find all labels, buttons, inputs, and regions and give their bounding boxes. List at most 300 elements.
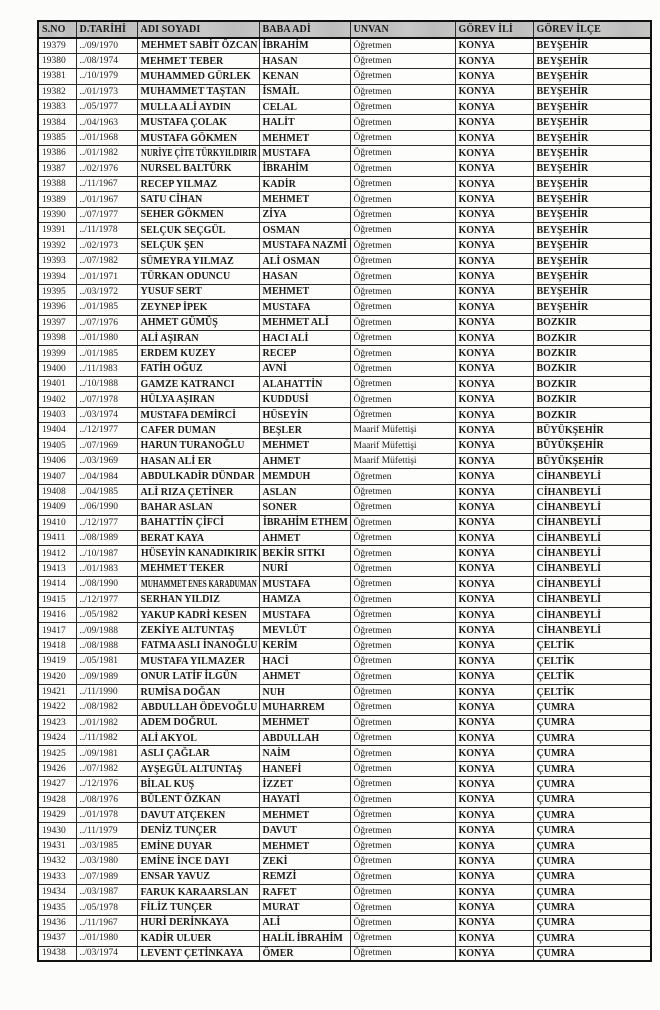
- cell-name: ZEYNEP İPEK: [137, 300, 259, 315]
- cell-sno: 19423: [38, 715, 76, 730]
- cell-duty-province: KONYA: [455, 731, 533, 746]
- cell-title: Öğretmen: [350, 192, 455, 207]
- cell-birthdate: ../01/1980: [76, 931, 137, 946]
- cell-sno: 19413: [38, 561, 76, 576]
- cell-sno: 19435: [38, 900, 76, 915]
- cell-title: Öğretmen: [350, 931, 455, 946]
- table-row: [38, 669, 651, 684]
- cell-sno: 19397: [38, 315, 76, 330]
- header-name: ADI SOYADI: [137, 21, 259, 38]
- cell-duty-province: KONYA: [455, 746, 533, 761]
- table-header: [38, 21, 651, 38]
- cell-birthdate: ../01/1982: [76, 715, 137, 730]
- cell-sno: 19422: [38, 700, 76, 715]
- cell-duty-province: KONYA: [455, 423, 533, 438]
- cell-duty-district: BOZKIR: [533, 392, 651, 407]
- cell-father-name: MUSTAFA NAZMİ: [259, 238, 350, 253]
- cell-sno: 19432: [38, 854, 76, 869]
- cell-title: Öğretmen: [350, 838, 455, 853]
- cell-title: Öğretmen: [350, 577, 455, 592]
- cell-birthdate: ../09/1988: [76, 623, 137, 638]
- cell-sno: 19388: [38, 177, 76, 192]
- cell-father-name: KUDDUSİ: [259, 392, 350, 407]
- cell-title: Öğretmen: [350, 84, 455, 99]
- cell-sno: 19424: [38, 731, 76, 746]
- cell-duty-province: KONYA: [455, 792, 533, 807]
- cell-title: Öğretmen: [350, 715, 455, 730]
- cell-father-name: CELAL: [259, 100, 350, 115]
- cell-birthdate: ../02/1973: [76, 238, 137, 253]
- cell-birthdate: ../01/1971: [76, 269, 137, 284]
- cell-birthdate: ../10/1979: [76, 69, 137, 84]
- cell-father-name: KERİM: [259, 638, 350, 653]
- cell-name: MUHAMMET ENES KARADUMAN: [137, 577, 259, 592]
- cell-birthdate: ../11/1983: [76, 361, 137, 376]
- cell-name: MEHMET TEKER: [137, 561, 259, 576]
- cell-father-name: ÖMER: [259, 946, 350, 961]
- cell-duty-province: KONYA: [455, 838, 533, 853]
- table-row: [38, 838, 651, 853]
- cell-duty-province: KONYA: [455, 192, 533, 207]
- cell-father-name: BEŞLER: [259, 423, 350, 438]
- cell-duty-province: KONYA: [455, 269, 533, 284]
- table-row: [38, 407, 651, 422]
- cell-duty-district: CİHANBEYLİ: [533, 469, 651, 484]
- cell-duty-province: KONYA: [455, 484, 533, 499]
- cell-father-name: HÜSEYİN: [259, 407, 350, 422]
- cell-birthdate: ../01/1985: [76, 300, 137, 315]
- cell-title: Öğretmen: [350, 100, 455, 115]
- cell-duty-province: KONYA: [455, 823, 533, 838]
- cell-father-name: RECEP: [259, 346, 350, 361]
- cell-birthdate: ../04/1984: [76, 469, 137, 484]
- cell-father-name: HAMZA: [259, 592, 350, 607]
- cell-name: HURİ DERİNKAYA: [137, 915, 259, 930]
- cell-title: Maarif Müfettişi: [350, 454, 455, 469]
- cell-birthdate: ../01/1973: [76, 84, 137, 99]
- cell-title: Öğretmen: [350, 777, 455, 792]
- cell-duty-district: CİHANBEYLİ: [533, 515, 651, 530]
- cell-duty-province: KONYA: [455, 669, 533, 684]
- cell-sno: 19402: [38, 392, 76, 407]
- cell-duty-province: KONYA: [455, 684, 533, 699]
- cell-title: Öğretmen: [350, 731, 455, 746]
- table-row: [38, 192, 651, 207]
- cell-birthdate: ../09/1989: [76, 669, 137, 684]
- table-row: [38, 130, 651, 145]
- cell-title: Öğretmen: [350, 654, 455, 669]
- cell-sno: 19431: [38, 838, 76, 853]
- cell-title: Öğretmen: [350, 115, 455, 130]
- cell-father-name: MUSTAFA: [259, 577, 350, 592]
- cell-duty-province: KONYA: [455, 808, 533, 823]
- cell-birthdate: ../11/1978: [76, 223, 137, 238]
- cell-duty-province: KONYA: [455, 607, 533, 622]
- cell-duty-district: BOZKIR: [533, 315, 651, 330]
- cell-name: MEHMET SABİT ÖZCAN: [137, 38, 259, 53]
- cell-duty-province: KONYA: [455, 515, 533, 530]
- cell-duty-province: KONYA: [455, 946, 533, 961]
- table-row: [38, 177, 651, 192]
- cell-name: SERHAN YILDIZ: [137, 592, 259, 607]
- cell-duty-district: BEYŞEHİR: [533, 177, 651, 192]
- cell-name: GAMZE KATRANCI: [137, 377, 259, 392]
- cell-name: RECEP YILMAZ: [137, 177, 259, 192]
- cell-duty-district: BEYŞEHİR: [533, 130, 651, 145]
- cell-name: ALİ RIZA ÇETİNER: [137, 484, 259, 499]
- header-row: [38, 21, 651, 38]
- cell-duty-province: KONYA: [455, 284, 533, 299]
- table-row: [38, 700, 651, 715]
- cell-father-name: HACİ: [259, 654, 350, 669]
- cell-duty-province: KONYA: [455, 330, 533, 345]
- cell-name: NURSEL BALTÜRK: [137, 161, 259, 176]
- cell-father-name: HANEFİ: [259, 761, 350, 776]
- cell-father-name: MUHARREM: [259, 700, 350, 715]
- cell-duty-district: ÇUMRA: [533, 777, 651, 792]
- cell-birthdate: ../07/1982: [76, 761, 137, 776]
- table-row: [38, 638, 651, 653]
- cell-father-name: İBRAHİM ETHEM: [259, 515, 350, 530]
- cell-duty-province: KONYA: [455, 592, 533, 607]
- cell-sno: 19438: [38, 946, 76, 961]
- cell-duty-province: KONYA: [455, 69, 533, 84]
- cell-title: Öğretmen: [350, 500, 455, 515]
- cell-sno: 19420: [38, 669, 76, 684]
- cell-duty-province: KONYA: [455, 146, 533, 161]
- table-row: [38, 146, 651, 161]
- cell-sno: 19417: [38, 623, 76, 638]
- cell-name: HÜLYA AŞIRAN: [137, 392, 259, 407]
- cell-birthdate: ../01/1967: [76, 192, 137, 207]
- cell-birthdate: ../03/1969: [76, 454, 137, 469]
- cell-duty-district: ÇUMRA: [533, 823, 651, 838]
- cell-father-name: HALİT: [259, 115, 350, 130]
- cell-duty-district: CİHANBEYLİ: [533, 484, 651, 499]
- cell-father-name: AHMET: [259, 669, 350, 684]
- cell-name: KADİR ULUER: [137, 931, 259, 946]
- cell-title: Öğretmen: [350, 315, 455, 330]
- header-birthdate: D.TARİHİ: [76, 21, 137, 38]
- cell-sno: 19412: [38, 546, 76, 561]
- table-row: [38, 761, 651, 776]
- cell-duty-province: KONYA: [455, 700, 533, 715]
- cell-name: ONUR LATİF İLGÜN: [137, 669, 259, 684]
- cell-sno: 19436: [38, 915, 76, 930]
- cell-name: BAHAR ASLAN: [137, 500, 259, 515]
- cell-name: ASLI ÇAĞLAR: [137, 746, 259, 761]
- cell-father-name: MEHMET: [259, 808, 350, 823]
- cell-sno: 19434: [38, 884, 76, 899]
- cell-title: Öğretmen: [350, 946, 455, 961]
- table-row: [38, 269, 651, 284]
- cell-father-name: İSMAİL: [259, 84, 350, 99]
- cell-duty-district: BEYŞEHİR: [533, 100, 651, 115]
- cell-duty-district: ÇUMRA: [533, 900, 651, 915]
- cell-duty-district: BEYŞEHİR: [533, 238, 651, 253]
- cell-name: MUSTAFA ÇOLAK: [137, 115, 259, 130]
- cell-father-name: DAVUT: [259, 823, 350, 838]
- cell-duty-province: KONYA: [455, 223, 533, 238]
- table-row: [38, 484, 651, 499]
- cell-sno: 19384: [38, 115, 76, 130]
- cell-name: FİLİZ TUNÇER: [137, 900, 259, 915]
- cell-father-name: MEHMET ALİ: [259, 315, 350, 330]
- cell-title: Öğretmen: [350, 284, 455, 299]
- cell-father-name: İBRAHİM: [259, 161, 350, 176]
- cell-father-name: MEHMET: [259, 130, 350, 145]
- cell-duty-province: KONYA: [455, 346, 533, 361]
- cell-name: CAFER DUMAN: [137, 423, 259, 438]
- cell-birthdate: ../08/1976: [76, 792, 137, 807]
- cell-duty-district: BEYŞEHİR: [533, 253, 651, 268]
- cell-duty-province: KONYA: [455, 84, 533, 99]
- cell-name: AYŞEGÜL ALTUNTAŞ: [137, 761, 259, 776]
- cell-duty-province: KONYA: [455, 869, 533, 884]
- table-row: [38, 823, 651, 838]
- cell-title: Öğretmen: [350, 130, 455, 145]
- cell-title: Öğretmen: [350, 407, 455, 422]
- cell-name: MUSTAFA YILMAZER: [137, 654, 259, 669]
- cell-duty-province: KONYA: [455, 315, 533, 330]
- cell-duty-district: BEYŞEHİR: [533, 269, 651, 284]
- cell-birthdate: ../01/1968: [76, 130, 137, 145]
- cell-birthdate: ../12/1976: [76, 777, 137, 792]
- cell-father-name: NUH: [259, 684, 350, 699]
- cell-duty-district: BEYŞEHİR: [533, 284, 651, 299]
- cell-sno: 19390: [38, 207, 76, 222]
- cell-name: YUSUF SERT: [137, 284, 259, 299]
- table-row: [38, 808, 651, 823]
- cell-title: Öğretmen: [350, 623, 455, 638]
- cell-sno: 19411: [38, 531, 76, 546]
- cell-duty-district: BEYŞEHİR: [533, 192, 651, 207]
- cell-name: EMİNE İNCE DAYI: [137, 854, 259, 869]
- cell-sno: 19428: [38, 792, 76, 807]
- cell-duty-province: KONYA: [455, 500, 533, 515]
- table-row: [38, 377, 651, 392]
- cell-duty-district: CİHANBEYLİ: [533, 623, 651, 638]
- cell-duty-district: BEYŞEHİR: [533, 69, 651, 84]
- cell-duty-province: KONYA: [455, 207, 533, 222]
- cell-duty-district: BEYŞEHİR: [533, 223, 651, 238]
- cell-birthdate: ../03/1974: [76, 407, 137, 422]
- header-duty-province: GÖREV İLİ: [455, 21, 533, 38]
- cell-title: Öğretmen: [350, 900, 455, 915]
- cell-duty-district: ÇELTİK: [533, 654, 651, 669]
- cell-title: Öğretmen: [350, 330, 455, 345]
- cell-title: Öğretmen: [350, 177, 455, 192]
- cell-father-name: İZZET: [259, 777, 350, 792]
- cell-duty-district: BOZKIR: [533, 361, 651, 376]
- cell-duty-province: KONYA: [455, 577, 533, 592]
- cell-birthdate: ../05/1978: [76, 900, 137, 915]
- cell-sno: 19400: [38, 361, 76, 376]
- cell-sno: 19430: [38, 823, 76, 838]
- cell-duty-district: CİHANBEYLİ: [533, 546, 651, 561]
- cell-birthdate: ../08/1990: [76, 577, 137, 592]
- cell-father-name: SONER: [259, 500, 350, 515]
- cell-title: Öğretmen: [350, 253, 455, 268]
- cell-duty-province: KONYA: [455, 377, 533, 392]
- cell-sno: 19433: [38, 869, 76, 884]
- cell-duty-province: KONYA: [455, 238, 533, 253]
- cell-sno: 19405: [38, 438, 76, 453]
- table-row: [38, 854, 651, 869]
- cell-duty-province: KONYA: [455, 253, 533, 268]
- cell-name: MUHAMMET TAŞTAN: [137, 84, 259, 99]
- cell-title: Öğretmen: [350, 146, 455, 161]
- cell-birthdate: ../10/1987: [76, 546, 137, 561]
- cell-father-name: MEHMET: [259, 192, 350, 207]
- cell-duty-district: CİHANBEYLİ: [533, 607, 651, 622]
- cell-birthdate: ../01/1983: [76, 561, 137, 576]
- cell-duty-province: KONYA: [455, 100, 533, 115]
- cell-sno: 19394: [38, 269, 76, 284]
- cell-father-name: ZEKİ: [259, 854, 350, 869]
- cell-father-name: ALİ: [259, 915, 350, 930]
- cell-duty-district: BÜYÜKŞEHİR: [533, 423, 651, 438]
- cell-name: HARUN TURANOĞLU: [137, 438, 259, 453]
- table-row: [38, 500, 651, 515]
- cell-duty-district: BOZKIR: [533, 377, 651, 392]
- table-row: [38, 561, 651, 576]
- cell-father-name: İBRAHİM: [259, 38, 350, 53]
- cell-birthdate: ../01/1985: [76, 346, 137, 361]
- header-father-name: BABA ADİ: [259, 21, 350, 38]
- cell-father-name: MEHMET: [259, 715, 350, 730]
- cell-sno: 19406: [38, 454, 76, 469]
- table-row: [38, 423, 651, 438]
- table-row: [38, 392, 651, 407]
- cell-name: FARUK KARAARSLAN: [137, 884, 259, 899]
- cell-duty-district: ÇUMRA: [533, 792, 651, 807]
- cell-father-name: MEHMET: [259, 438, 350, 453]
- cell-title: Öğretmen: [350, 915, 455, 930]
- cell-birthdate: ../04/1963: [76, 115, 137, 130]
- table-row: [38, 346, 651, 361]
- cell-birthdate: ../03/1972: [76, 284, 137, 299]
- cell-title: Öğretmen: [350, 669, 455, 684]
- table-row: [38, 454, 651, 469]
- cell-name: MUSTAFA DEMİRCİ: [137, 407, 259, 422]
- table-row: [38, 330, 651, 345]
- cell-birthdate: ../03/1985: [76, 838, 137, 853]
- header-duty-district: GÖREV İLÇE: [533, 21, 651, 38]
- cell-duty-province: KONYA: [455, 53, 533, 68]
- cell-father-name: HASAN: [259, 269, 350, 284]
- cell-name: SATU CİHAN: [137, 192, 259, 207]
- cell-duty-district: ÇUMRA: [533, 715, 651, 730]
- cell-father-name: HALİL İBRAHİM: [259, 931, 350, 946]
- cell-duty-province: KONYA: [455, 931, 533, 946]
- cell-father-name: ZİYA: [259, 207, 350, 222]
- cell-duty-district: ÇUMRA: [533, 946, 651, 961]
- cell-father-name: ABDULLAH: [259, 731, 350, 746]
- cell-title: Öğretmen: [350, 238, 455, 253]
- cell-duty-district: BEYŞEHİR: [533, 161, 651, 176]
- cell-duty-province: KONYA: [455, 407, 533, 422]
- cell-sno: 19404: [38, 423, 76, 438]
- cell-duty-district: CİHANBEYLİ: [533, 561, 651, 576]
- cell-birthdate: ../08/1989: [76, 531, 137, 546]
- cell-duty-province: KONYA: [455, 130, 533, 145]
- cell-birthdate: ../01/1978: [76, 808, 137, 823]
- cell-duty-province: KONYA: [455, 38, 533, 53]
- cell-birthdate: ../07/1976: [76, 315, 137, 330]
- cell-father-name: BEKİR SITKI: [259, 546, 350, 561]
- cell-name: SELÇUK SEÇGÜL: [137, 223, 259, 238]
- cell-name: RUMİSA DOĞAN: [137, 684, 259, 699]
- table-row: [38, 623, 651, 638]
- cell-duty-province: KONYA: [455, 654, 533, 669]
- cell-duty-province: KONYA: [455, 761, 533, 776]
- cell-sno: 19389: [38, 192, 76, 207]
- cell-duty-district: BEYŞEHİR: [533, 300, 651, 315]
- cell-title: Öğretmen: [350, 207, 455, 222]
- cell-name: FATMA ASLI İNANOĞLU: [137, 638, 259, 653]
- cell-birthdate: ../07/1978: [76, 392, 137, 407]
- table-row: [38, 515, 651, 530]
- cell-sno: 19383: [38, 100, 76, 115]
- cell-name: SELÇUK ŞEN: [137, 238, 259, 253]
- cell-birthdate: ../11/1982: [76, 731, 137, 746]
- table-row: [38, 284, 651, 299]
- table-row: [38, 546, 651, 561]
- cell-sno: 19382: [38, 84, 76, 99]
- cell-father-name: HACI ALİ: [259, 330, 350, 345]
- cell-duty-district: ÇUMRA: [533, 884, 651, 899]
- cell-father-name: MEMDUH: [259, 469, 350, 484]
- cell-sno: 19415: [38, 592, 76, 607]
- cell-name: DENİZ TUNÇER: [137, 823, 259, 838]
- cell-duty-district: BÜYÜKŞEHİR: [533, 438, 651, 453]
- table-row: [38, 253, 651, 268]
- cell-title: Öğretmen: [350, 269, 455, 284]
- cell-sno: 19387: [38, 161, 76, 176]
- cell-duty-district: ÇUMRA: [533, 915, 651, 930]
- cell-name: ZEKİYE ALTUNTAŞ: [137, 623, 259, 638]
- cell-duty-district: BOZKIR: [533, 407, 651, 422]
- cell-birthdate: ../09/1981: [76, 746, 137, 761]
- table-row: [38, 115, 651, 130]
- cell-father-name: KADİR: [259, 177, 350, 192]
- cell-sno: 19395: [38, 284, 76, 299]
- table-row: [38, 315, 651, 330]
- cell-birthdate: ../07/1989: [76, 869, 137, 884]
- cell-sno: 19414: [38, 577, 76, 592]
- table-row: [38, 684, 651, 699]
- cell-duty-district: ÇUMRA: [533, 808, 651, 823]
- cell-birthdate: ../07/1982: [76, 253, 137, 268]
- cell-name: ABDULLAH ÖDEVOĞLU: [137, 700, 259, 715]
- cell-birthdate: ../08/1974: [76, 53, 137, 68]
- cell-sno: 19403: [38, 407, 76, 422]
- table-row: [38, 53, 651, 68]
- cell-title: Öğretmen: [350, 869, 455, 884]
- cell-name: NURİYE ÇİTE TÜRKYILDIRIR: [137, 146, 259, 161]
- cell-duty-district: ÇUMRA: [533, 761, 651, 776]
- cell-title: Öğretmen: [350, 884, 455, 899]
- cell-sno: 19437: [38, 931, 76, 946]
- cell-name: MUSTAFA GÖKMEN: [137, 130, 259, 145]
- cell-title: Öğretmen: [350, 223, 455, 238]
- cell-duty-province: KONYA: [455, 361, 533, 376]
- cell-birthdate: ../03/1987: [76, 884, 137, 899]
- cell-duty-district: BEYŞEHİR: [533, 38, 651, 53]
- cell-duty-province: KONYA: [455, 915, 533, 930]
- cell-sno: 19386: [38, 146, 76, 161]
